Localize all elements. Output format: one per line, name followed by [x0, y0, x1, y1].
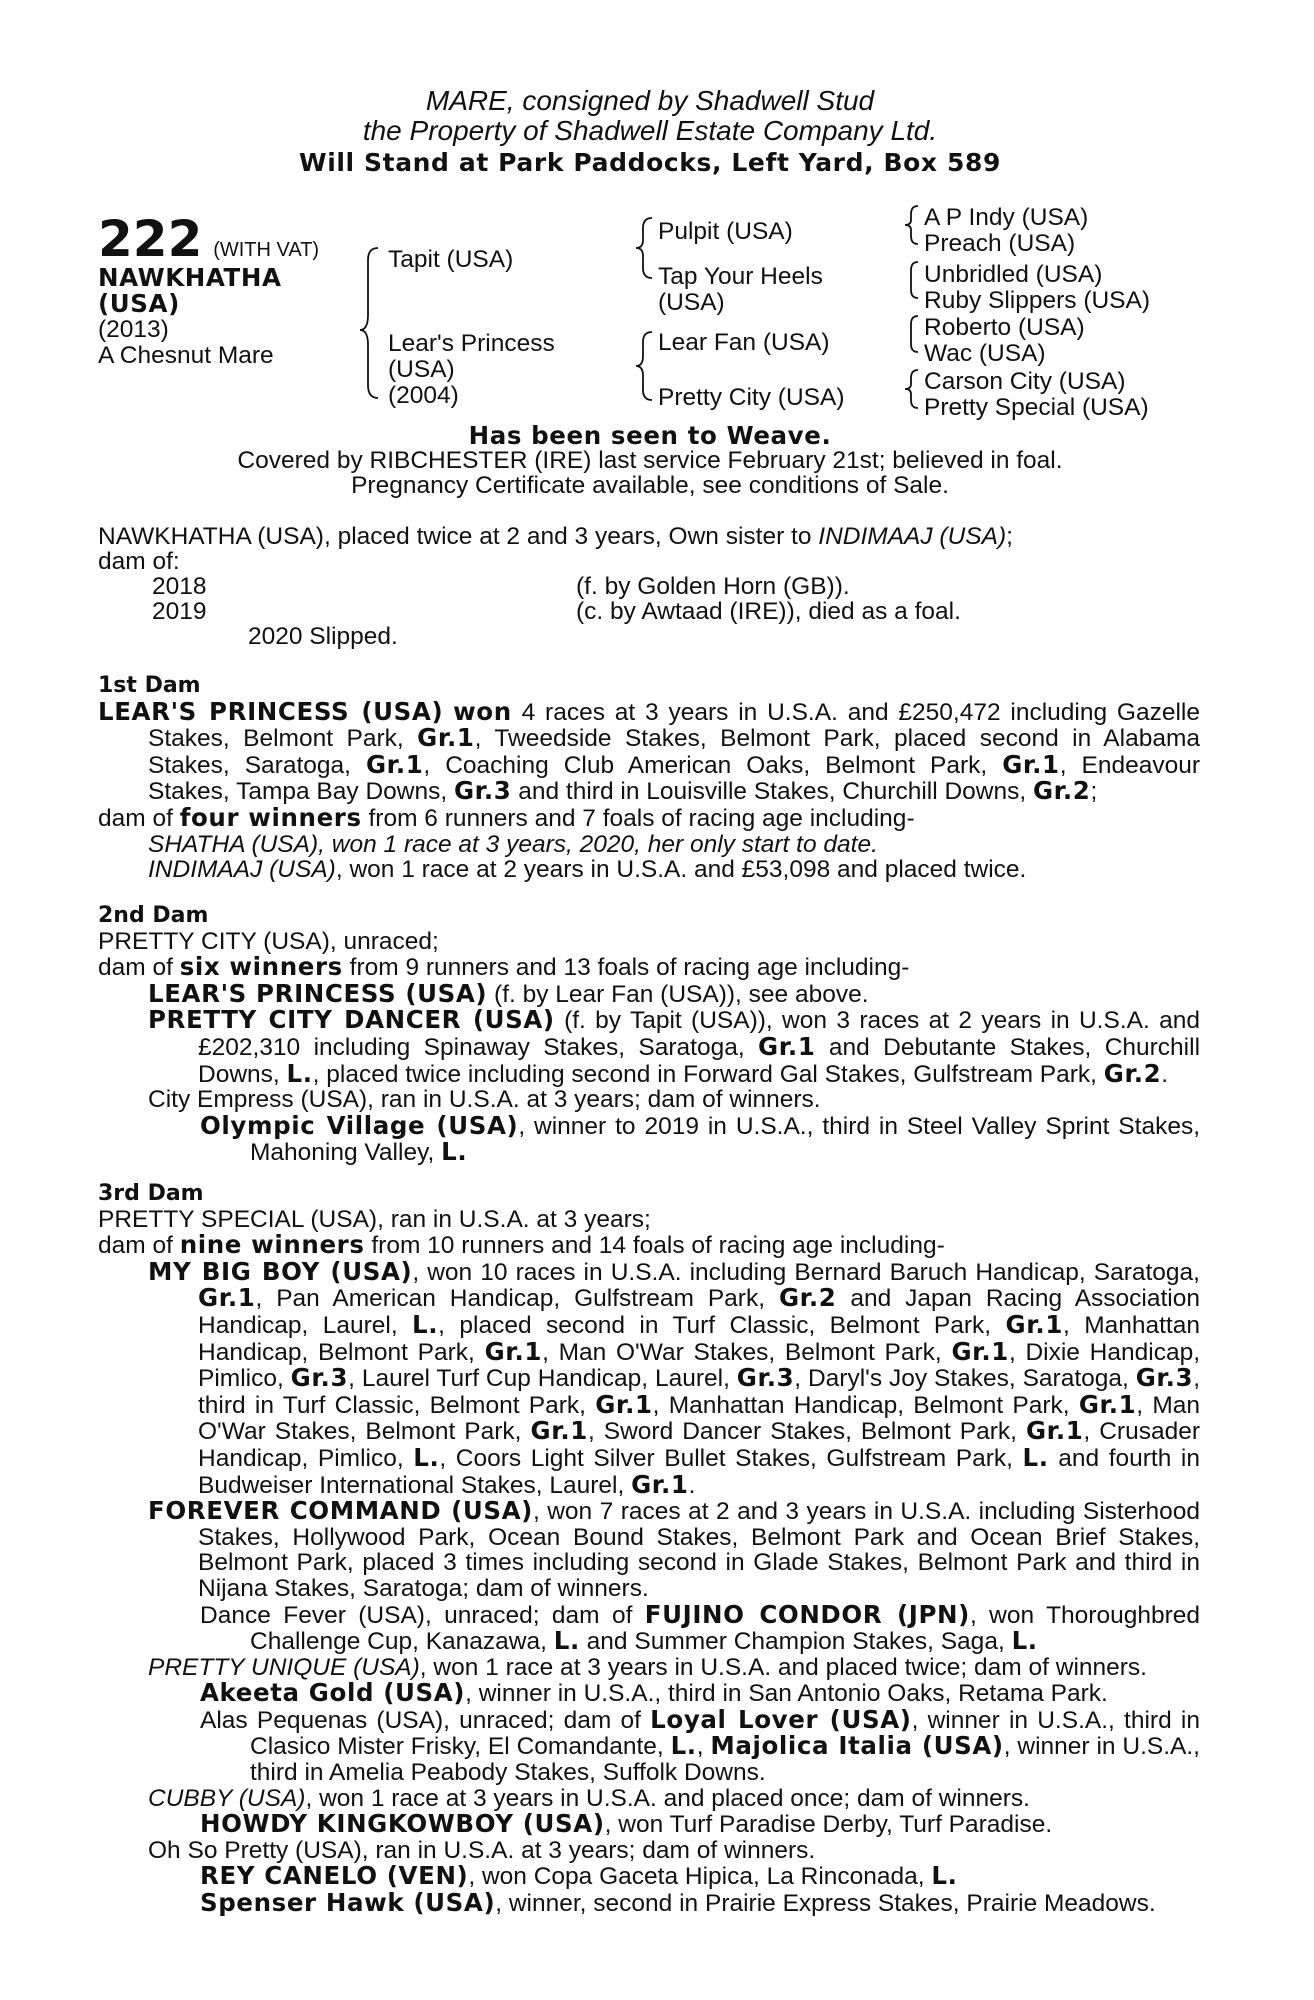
dam-of-label: dam of: [98, 548, 180, 575]
covered-note: Covered by RIBCHESTER (IRE) last service February 21st; believed in foal. [237, 447, 1063, 474]
pedigree-dam-dam: Pretty City (USA) [658, 384, 845, 411]
grade-label: Gr.3 [453, 776, 512, 806]
pedigree-sire-dam-line2: (USA) [658, 289, 725, 316]
won-label: won [453, 696, 512, 726]
third-dam-line: PRETTY SPECIAL (USA), ran in U.S.A. at 3 years; [98, 1205, 651, 1233]
horse-name: NAWKHATHA [98, 263, 282, 292]
third-dam-section [98, 1181, 1200, 1917]
pedigree-ddd: Pretty Special (USA) [924, 394, 1149, 421]
produce-olympic-village: Olympic Village (USA), winner to 2019 in U.S.A., third in Steel Valley Sprint Stakes, Mahoning Valley, L. [200, 1110, 1201, 1167]
grade-label: Gr.1 [417, 723, 475, 753]
produce-my-big-boy: MY BIG BOY (USA), won 10 races in U.S.A. including Bernard Baruch Handicap, Saratoga, Gr.1, Pan American Handicap, Gulfstream Park, Gr.2 and Japan Racing Association Handicap, Laurel, L., placed second in Turf Classic, Belmont Park, Gr.1, Manhattan Handicap, Belmont Park, Gr.1, Man O'War Stakes, Belmont Park, Gr.1, Dixie Handicap, Pimlico, Gr.3, Laurel Turf Cup Handicap, Laurel, Gr.3, Daryl's Joy Stakes, Saratoga, Gr.3, third in Turf Classic, Belmont Park, Gr.1, Manhattan Handicap, Belmont Park, Gr.1, Man O'War Stakes, Belmont Park, Gr.1, Sword Dancer Stakes, Belmont Park, Gr.1, Crusader Handicap, Pimlico, L., Coors Light Silver Bullet Stakes, Gulfstream Park, L. and fourth in Budweiser International Stakes, Laurel, Gr.1. [148, 1256, 1200, 1499]
produce-howdy-kingkowboy: HOWDY KINGKOWBOY (USA), won Turf Paradise Derby, Turf Paradise. [200, 1809, 1053, 1839]
certificate-note: Pregnancy Certificate available, see conditions of Sale. [351, 472, 949, 499]
gen2-sire-bracket [636, 218, 652, 278]
intro-text: NAWKHATHA (USA), placed twice at 2 and 3 years, Own sister to [98, 523, 819, 550]
own-sister-name: INDIMAAJ (USA) [818, 523, 1007, 550]
intro-text-end: ; [1006, 523, 1013, 550]
grade-label: Gr.1 [365, 749, 424, 779]
pedigree-sdd: Ruby Slippers (USA) [924, 287, 1151, 314]
produce-rey-canelo: REY CANELO (VEN), won Copa Gaceta Hipica, La Rinconada, L. [200, 1861, 958, 1891]
foaling-year: (2013) [98, 316, 169, 343]
vat-label: (WITH VAT) [213, 239, 320, 261]
pedigree-dam-sire: Lear Fan (USA) [658, 329, 830, 356]
produce-2018-desc: (f. by Golden Horn (GB)). [576, 573, 850, 600]
first-dam-entry: LEAR'S PRINCESS (USA) won 4 races at 3 years in U.S.A. and £250,472 including Gazelle Stakes, Belmont Park, Gr.1, Tweedside Stakes, Belmont Park, placed second in Alabama Stakes, Saratoga, Gr.1, Coaching Club American Oaks, Belmont Park, Gr.1, Endeavour Stakes, Tampa Bay Downs, Gr.3 and third in Louisville Stakes, Churchill Downs, Gr.2; [98, 696, 1201, 806]
pedigree-brackets [0, 0, 1314, 430]
produce-shatha: SHATHA (USA), won 1 race at 3 years, 2020, her only start to date. [148, 830, 878, 858]
third-dam-heading: 3rd Dam [98, 1181, 204, 1206]
horse-description: A Chesnut Mare [98, 342, 274, 369]
second-dam-produce-summary: dam of six winners from 9 runners and 13 foals of racing age including- [98, 952, 910, 982]
produce-2018-year: 2018 [152, 573, 207, 600]
produce-dance-fever: Dance Fever (USA), unraced; dam of FUJINO CONDOR (JPN), won Thoroughbred Challenge Cup, Kanazawa, L. and Summer Champion Stakes, Saga, L. [200, 1599, 1200, 1656]
produce-pretty-city-dancer: PRETTY CITY DANCER (USA) (f. by Tapit (USA)), won 3 races at 2 years in U.S.A. and £202,310 including Spinaway Stakes, Saratoga, Gr.1 and Debutante Stakes, Churchill Downs, L., placed twice including second in Forward Gal Stakes, Gulfstream Park, Gr.2. [148, 1005, 1201, 1088]
produce-alas-pequenas: Alas Pequenas (USA), unraced; dam of Loyal Lover (USA), winner in U.S.A., third in Clasico Mister Frisky, El Comandante, L., Majolica Italia (USA), winner in U.S.A., third in Amelia Peabody Stakes, Suffolk Downs. [200, 1704, 1200, 1787]
gen3-bracket-3 [911, 316, 918, 352]
pedigree-sds: Unbridled (USA) [924, 261, 1103, 288]
gen3-bracket-4 [905, 370, 918, 408]
pedigree-dsd: Wac (USA) [924, 340, 1046, 367]
grade-label: Gr.2 [1032, 776, 1091, 806]
consignment-line: MARE, consigned by Shadwell Stud [425, 85, 875, 116]
produce-2020: 2020 Slipped. [248, 623, 398, 650]
produce-lears-princess: LEAR'S PRINCESS (USA) (f. by Lear Fan (USA)), see above. [148, 978, 869, 1008]
produce-oh-so-pretty: Oh So Pretty (USA), ran in U.S.A. at 3 years; dam of winners. [148, 1836, 816, 1864]
gen3-bracket-2 [911, 262, 918, 298]
pedigree-sire-sire: Pulpit (USA) [658, 218, 793, 245]
gen3-bracket-1 [905, 206, 918, 244]
weave-note: Has been seen to Weave. [468, 421, 832, 450]
pedigree-dss: Roberto (USA) [924, 314, 1085, 341]
grade-label: Gr.1 [1002, 749, 1060, 779]
pedigree-dam-line1: Lear's Princess [388, 330, 555, 357]
produce-2019-year: 2019 [152, 598, 207, 625]
produce-cubby: CUBBY (USA), won 1 race at 3 years in U.S.A. and placed once; dam of winners. [148, 1784, 1030, 1812]
produce-2019-desc: (c. by Awtaad (IRE)), died as a foal. [576, 598, 961, 625]
gen2-dam-bracket [636, 332, 652, 400]
pedigree-sire: Tapit (USA) [388, 246, 514, 273]
property-line: the Property of Shadwell Estate Company Ltd. [362, 115, 938, 146]
pedigree-dam-line3: (2004) [388, 382, 459, 409]
pedigree-dam-line2: (USA) [388, 356, 455, 383]
produce-spenser-hawk: Spenser Hawk (USA), winner, second in Prairie Express Stakes, Prairie Meadows. [200, 1888, 1156, 1918]
produce-pretty-unique: PRETTY UNIQUE (USA), won 1 race at 3 years in U.S.A. and placed twice; dam of winners. [148, 1653, 1147, 1681]
produce-indimaaj: INDIMAAJ (USA), won 1 race at 2 years in U.S.A. and £53,098 and placed twice. [148, 856, 1027, 884]
first-dam-name: LEAR'S PRINCESS (USA) [98, 696, 444, 726]
pedigree-sss: A P Indy (USA) [924, 204, 1089, 231]
first-dam-section [98, 673, 1200, 883]
second-dam-section [98, 903, 1200, 1166]
pedigree-ssd: Preach (USA) [924, 230, 1076, 257]
second-dam-line: PRETTY CITY (USA), unraced; [98, 927, 439, 955]
produce-city-empress: City Empress (USA), ran in U.S.A. at 3 years; dam of winners. [148, 1086, 821, 1114]
produce-forever-command: FOREVER COMMAND (USA), won 7 races at 2 and 3 years in U.S.A. including Sisterhood Stakes, Hollywood Park, Ocean Bound Stakes, Belmont Park and Ocean Brief Stakes, Belmont Park, placed 3 times including second in Glade Stakes, Belmont Park and third in Nijana Stakes, Saratoga; dam of winners. [148, 1496, 1200, 1602]
first-dam-heading: 1st Dam [98, 673, 201, 698]
lot-number: 222 [98, 210, 203, 268]
pedigree-sire-dam-line1: Tap Your Heels [658, 263, 823, 290]
second-dam-heading: 2nd Dam [98, 903, 209, 928]
gen1-bracket [360, 248, 378, 398]
pedigree-dds: Carson City (USA) [924, 368, 1126, 395]
produce-akeeta-gold: Akeeta Gold (USA), winner in U.S.A., third in San Antonio Oaks, Retama Park. [200, 1678, 1108, 1708]
intro-line [98, 524, 1013, 550]
horse-country: (USA) [98, 289, 180, 318]
third-dam-produce-summary: dam of nine winners from 10 runners and 14 foals of racing age including- [98, 1230, 945, 1260]
location-line: Will Stand at Park Paddocks, Left Yard, Box 589 [299, 148, 1001, 177]
first-dam-produce-summary: dam of four winners from 6 runners and 7 foals of racing age including- [98, 802, 915, 832]
